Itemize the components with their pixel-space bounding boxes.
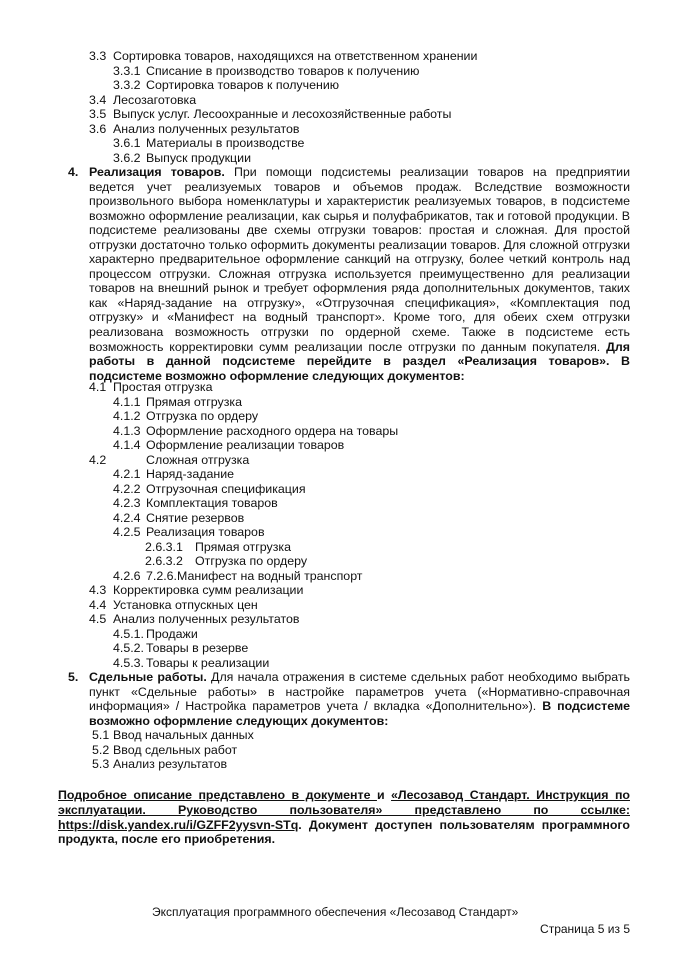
- list-item: 4.4 Установка отпускных цен: [89, 597, 258, 612]
- list-item: 3.3.1 Списание в производство товаров к получению: [113, 63, 420, 78]
- list-item: 2.6.3.1 Прямая отгрузка: [145, 539, 291, 554]
- note-intro: Подробное описание представлено в документе: [58, 788, 377, 802]
- section-body: При помощи подсистемы реализации товаров на предприятии ведется учет реализуемых товаров и объемов продаж. Вследствие возможности произвольного выбора номенклатуры и характеристик реализуемых товаров, в подсистеме возможно оформление реализации, как сырья и полуфабрикатов, так и готовой продукции. В подсистеме реализованы две схемы отгрузки товаров: простая и сложная. Для простой отгрузки достаточно только оформить документы реализации товаров. Для сложной отгрузки характерно предварительное оформление санкций на отгрузку, более четкий контроль над процессом отгрузки. Сложная отгрузка используется преимущественно для реализации товаров на внешний рынок и требует оформления ряда дополнительных документов, таких как «Наряд-задание на отгрузку», «Отгрузочная спецификация», «Комплектация под отгрузку» и «Манифест на водный транспорт». Кроме того, для обеих схем отгрузки реализована возможность отгрузки по ордерной схеме. Также в подсистеме есть возможность корректировки сумм реализации после отгрузки по данным покупателя.: [89, 165, 630, 354]
- section-body: Для начала отражения в системе сдельных работ необходимо выбрать пункт «Сдельные работы» в настройке параметров учета («Нормативно-справочная информация» / Настройка параметров учета / вкладка «Дополнительно»).: [89, 670, 630, 714]
- list-item: 4.5.2. Товары в резерве: [113, 641, 249, 655]
- list-item: 4.1 Простая отгрузка: [89, 380, 213, 394]
- section-5-paragraph: [68, 670, 631, 728]
- documentation-note: [58, 788, 630, 847]
- note-availability: . Документ доступен пользователям программного продукта, после его приобретения.: [58, 817, 630, 847]
- section-instruction: Для работы в данной подсистеме перейдите в раздел «Реализация товаров». В подсистеме возможно оформление следующих документов:: [89, 339, 630, 383]
- list-item: 4.2.3 Комплектация товаров: [113, 496, 278, 510]
- list-item: 4.2.6 7.2.6.Манифест на водный транспорт: [113, 568, 363, 583]
- page-number: Страница 5 из 5: [540, 922, 630, 936]
- list-item: 3.6.1 Материалы в производстве: [113, 136, 305, 150]
- section-number: 5.: [68, 670, 79, 684]
- section-number: 4.: [68, 165, 79, 179]
- manual-link[interactable]: «Лесозавод Стандарт. Инструкция по эксплуатации. Руководство пользователя» представлено по ссылке: https://disk.yandex.ru/i/GZFF2yysvn-STq: [58, 788, 630, 832]
- list-item: 2.6.3.2 Отгрузка по ордеру: [145, 554, 308, 568]
- list-item: 4.2 Сложная отгрузка: [89, 452, 250, 467]
- list-item: 4.1.3 Оформление расходного ордера на товары: [113, 423, 399, 438]
- list-item: 4.1.2 Отгрузка по ордеру: [113, 409, 259, 423]
- page-footer-title: Эксплуатация программного обеспечения «Лесозавод Стандарт»: [152, 905, 519, 919]
- section-4-paragraph: [68, 165, 630, 383]
- list-item: 4.3 Корректировка сумм реализации: [89, 583, 304, 597]
- list-item: 4.5 Анализ полученных результатов: [89, 612, 300, 626]
- list-item: 4.2.2 Отгрузочная спецификация: [113, 481, 306, 496]
- list-item: 3.3 Сортировка товаров, находящихся на ответственном хранении: [89, 49, 478, 63]
- list-item: 5.1 Ввод начальных данных: [92, 728, 254, 742]
- note-connector: и: [376, 788, 392, 802]
- section-instruction: В подсистеме возможно оформление следующих документов:: [89, 699, 631, 728]
- list-item: 5.3 Анализ результатов: [92, 757, 228, 771]
- list-item: 3.4 Лесозаготовка: [89, 92, 197, 107]
- list-item: 3.6 Анализ полученных результатов: [89, 121, 300, 136]
- list-item: 4.5.3. Товары к реализации: [113, 655, 270, 670]
- list-item: 4.2.4 Снятие резервов: [113, 510, 245, 525]
- list-item: 4.1.4 Оформление реализации товаров: [113, 438, 345, 452]
- section-title: Реализация товаров.: [89, 165, 225, 179]
- section-title: Сдельные работы.: [89, 670, 207, 684]
- list-item: 3.5 Выпуск услуг. Лесоохранные и лесохозяйственные работы: [89, 107, 452, 121]
- list-item: 3.6.2 Выпуск продукции: [113, 150, 251, 165]
- list-item: 4.5.1. Продажи: [113, 626, 198, 641]
- list-item: 4.2.1 Наряд-задание: [113, 467, 235, 481]
- list-item: 3.3.2 Сортировка товаров к получению: [113, 78, 340, 92]
- list-item: 5.2 Ввод сдельных работ: [92, 742, 238, 757]
- list-item: 4.2.5 Реализация товаров: [113, 525, 265, 539]
- list-item: 4.1.1 Прямая отгрузка: [113, 394, 242, 409]
